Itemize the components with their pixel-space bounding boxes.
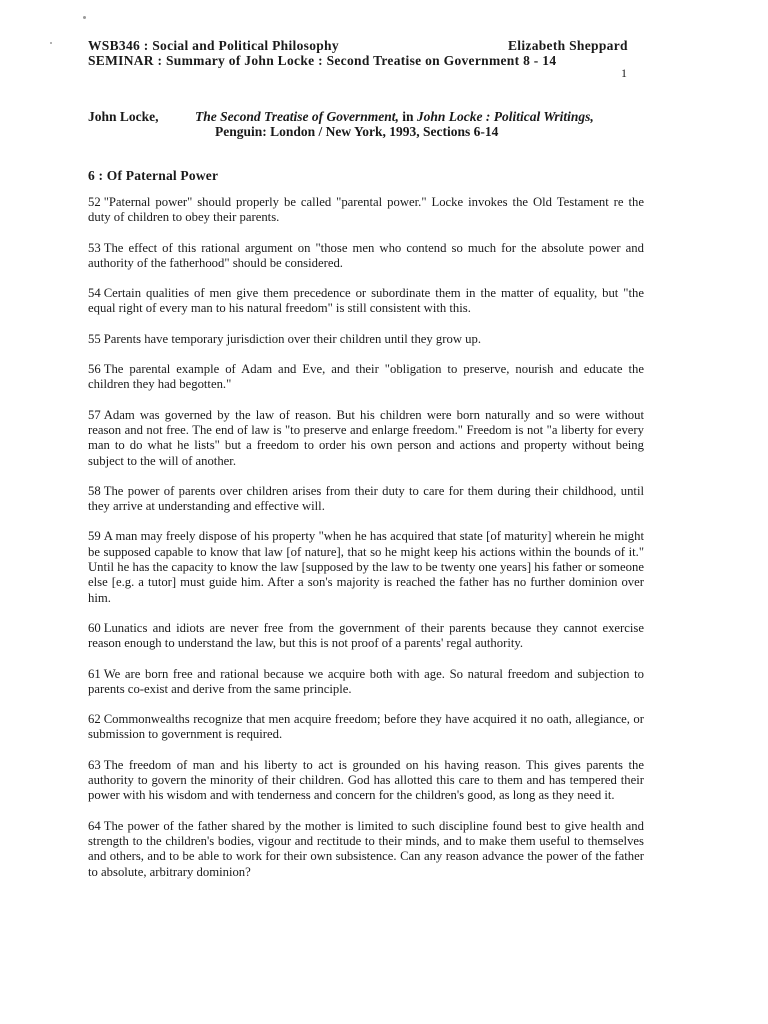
course-code: WSB346 : Social and Political Philosophy <box>88 38 339 53</box>
citation-author: John Locke, <box>88 109 159 124</box>
paragraph-52: 52 "Paternal power" should properly be called "parental power." Locke invokes the Old Testament re the duty of children to obey their parents. <box>88 195 644 225</box>
paragraph-55: 55 Parents have temporary jurisdiction over their children until they grow up. <box>88 331 482 346</box>
citation-title-line <box>195 109 594 125</box>
paragraph-53: 53 The effect of this rational argument on "those men who contend so much for the absolute power and authority of the fatherhood" should be considered. <box>88 240 644 270</box>
document-author: Elizabeth Sheppard <box>508 38 628 53</box>
scan-speck <box>50 42 52 44</box>
scan-speck <box>83 16 86 19</box>
paragraph-60: 60 Lunatics and idiots are never free from the government of their parents because they cannot exercise reason enough to understand the law, but this is not proof of a parents' regal authority. <box>88 620 644 651</box>
paragraph-59: 59 A man may freely dispose of his property "when he has acquired that state [of maturity] wherein he might be supposed capable to know that law [of nature], that so he might keep his actions within the bounds of it." Until he has the capacity to know the law [supposed by the law to be twenty one years] his father or someone else [e.g. a tutor] must guide him. After a son's majority is reached the father has no further dominion over him. <box>88 529 644 605</box>
paragraph-64: 64 The power of the father shared by the mother is limited to such discipline found best to give health and strength to the children's bodies, vigour and rectitude to their minds, and to make them useful to themselves and others, and to be able to work for their own subsistence. Can any reason advance the power of the father to absolute, arbitrary dominion? <box>88 818 644 879</box>
paragraph-58: 58 The power of parents over children arises from their duty to care for them during their childhood, until they arrive at understanding and effective will. <box>88 483 644 514</box>
paragraph-57: 57 Adam was governed by the law of reason. But his children were born naturally and so were without reason and not free. The end of law is "to preserve and enlarge freedom." Freedom is not "a liberty for every man to do what he lists" but a freedom to order his own person and actions and property without being subject to the will of another. <box>88 407 644 468</box>
citation-publisher: Penguin: London / New York, 1993, Sections 6-14 <box>215 124 499 139</box>
paragraph-63: 63 The freedom of man and his liberty to act is grounded on his having reason. This gives parents the authority to govern the minority of their children. God has allotted this care to them and has tempered their power with his wisdom and with tenderness and concern for the children's good, as long as they need it. <box>88 757 644 803</box>
paragraph-61: 61 We are born free and rational because we acquire both with age. So natural freedom and subjection to parents co-exist and derive from the same principle. <box>88 666 644 696</box>
paragraph-54: 54 Certain qualities of men give them precedence or subordinate them in the matter of equality, but "the equal right of every man to his natural freedom" is still consistent with this. <box>88 286 644 316</box>
page-number: 1 <box>621 66 627 80</box>
paragraph-list <box>88 195 644 895</box>
paragraph-56: 56 The parental example of Adam and Eve, and their "obligation to preserve, nourish and educate the children they had begotten." <box>88 362 644 392</box>
citation-in: in <box>402 109 414 124</box>
paragraph-62: 62 Commonwealths recognize that men acquire freedom; before they have acquired it no oath, allegiance, or submission to government is required. <box>88 712 644 742</box>
citation-title: The Second Treatise of Government, <box>195 109 399 124</box>
section-heading: 6 : Of Paternal Power <box>88 168 219 183</box>
seminar-title: SEMINAR : Summary of John Locke : Second Treatise on Government 8 - 14 <box>88 53 557 68</box>
citation-collection: John Locke : Political Writings, <box>416 109 594 124</box>
